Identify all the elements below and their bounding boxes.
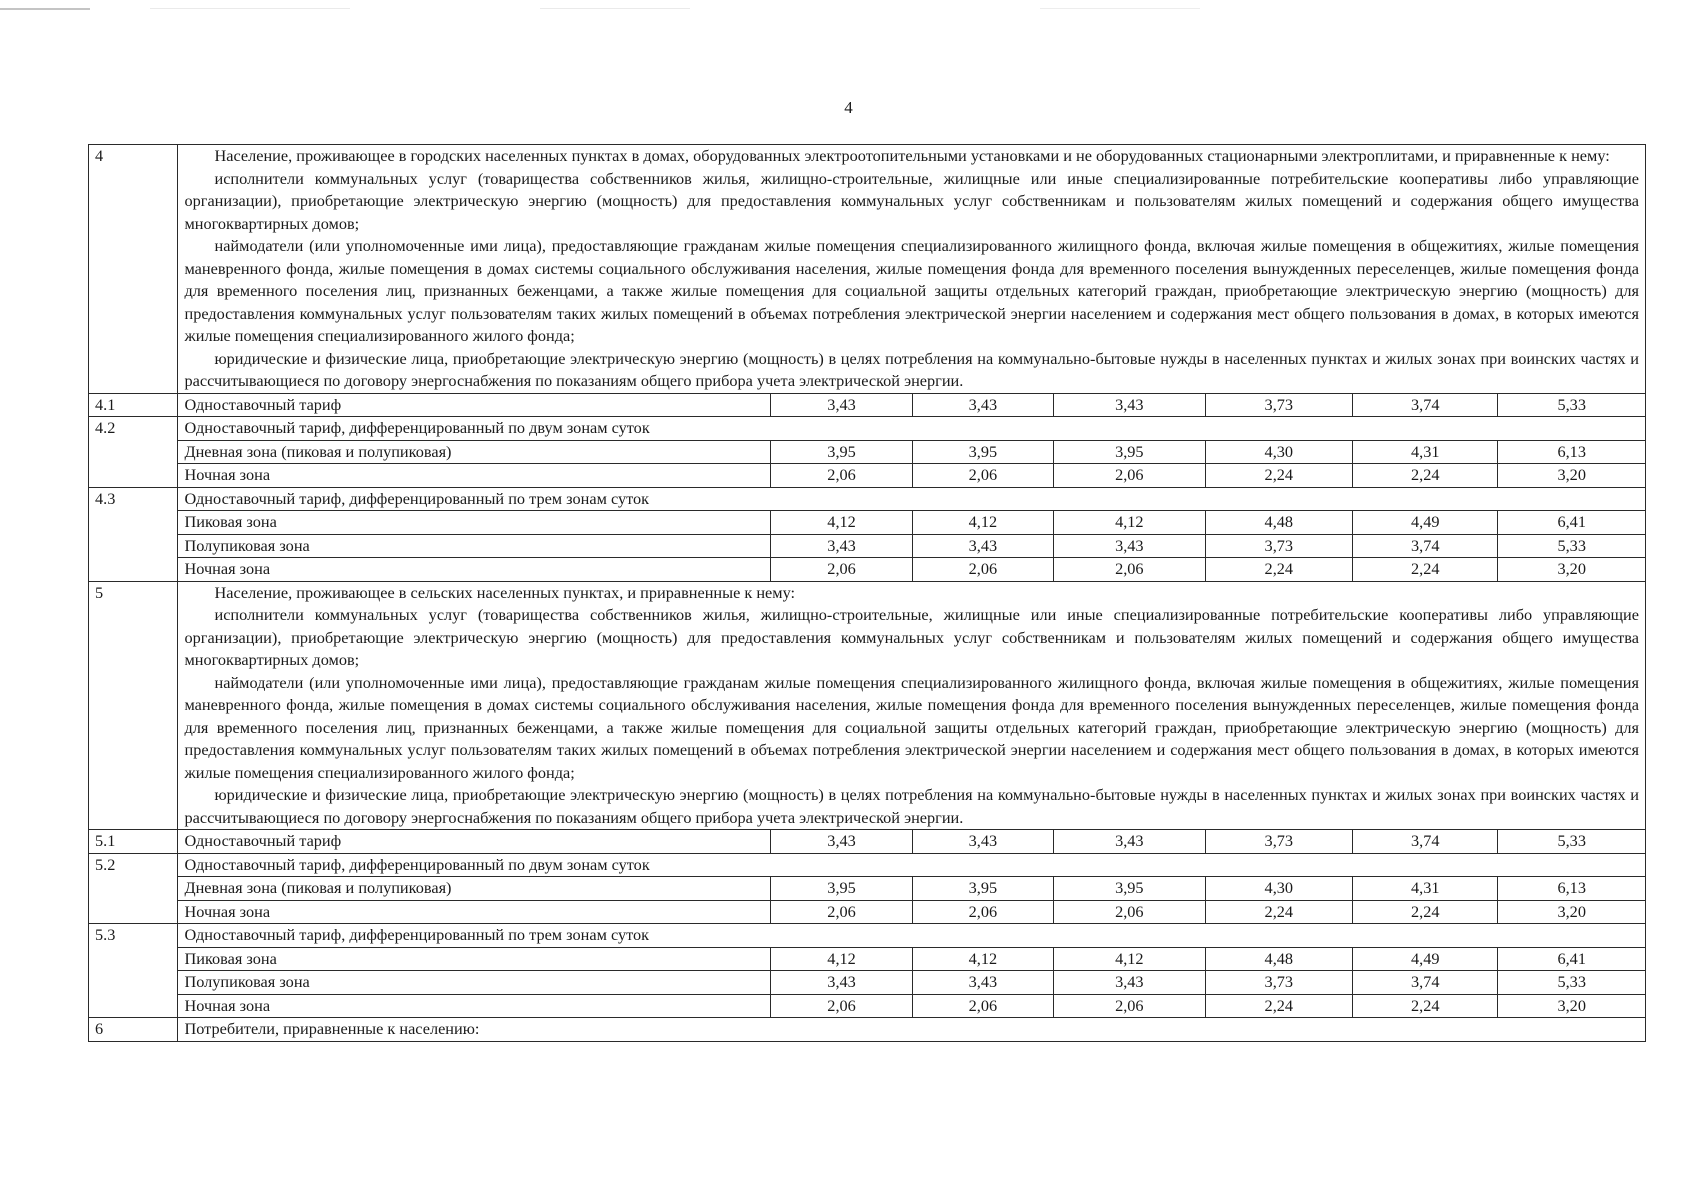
tariff-value: 4,12 [771, 947, 912, 971]
tariff-table [88, 144, 1646, 1042]
tariff-value: 3,74 [1353, 393, 1498, 417]
zone-label: Дневная зона (пиковая и полупиковая) [178, 440, 771, 464]
tariff-zone-row [89, 511, 1646, 535]
section-header-row [89, 145, 1646, 394]
tariff-value: 2,06 [912, 464, 1053, 488]
tariff-value: 2,24 [1353, 900, 1498, 924]
tariff-value: 2,24 [1205, 994, 1352, 1018]
tariff-value: 4,49 [1353, 511, 1498, 535]
zone-label: Пиковая зона [178, 947, 771, 971]
row-number: 4.3 [89, 487, 178, 581]
tariff-value: 4,30 [1205, 877, 1352, 901]
tariff-value: 2,06 [912, 900, 1053, 924]
section-header-row [89, 1018, 1646, 1042]
tariff-value: 4,31 [1353, 440, 1498, 464]
row-number: 4.1 [89, 393, 178, 417]
tariff-value: 4,48 [1205, 947, 1352, 971]
zone-label: Ночная зона [178, 900, 771, 924]
tariff-value: 2,24 [1205, 464, 1352, 488]
tariff-value: 3,43 [912, 830, 1053, 854]
scan-artifact-line [0, 8, 90, 10]
section-paragraph: исполнители коммунальных услуг (товарищества собственников жилья, жилищно-строительные, жилищные или иные специализированные потребительские кооперативы либо управляющие организации), приобретающие электрическую энергию (мощность) для предоставления коммунальных услуг собственникам и пользователям жилых помещений и содержания общего имущества многоквартирных домов; [184, 168, 1639, 233]
tariff-value: 3,20 [1498, 900, 1646, 924]
section-paragraph: юридические и физические лица, приобретающие электрическую энергию (мощность) в целях потребления на коммунально-бытовые нужды в населенных пунктах и жилых зонах при воинских частях и рассчитывающиеся по договору энергоснабжения по показаниям общего прибора учета электрической энергии. [184, 348, 1639, 390]
tariff-value: 3,95 [912, 440, 1053, 464]
section-description [178, 145, 1646, 394]
tariff-value: 4,48 [1205, 511, 1352, 535]
tariff-value: 3,43 [912, 971, 1053, 995]
scan-artifact-line [1040, 8, 1200, 9]
tariff-value: 3,95 [771, 440, 912, 464]
tariff-value: 4,12 [1054, 947, 1206, 971]
tariff-value: 2,06 [771, 558, 912, 582]
section-description: Потребители, приравненные к населению: [178, 1018, 1646, 1042]
page-number: 4 [844, 98, 853, 117]
tariff-value: 3,73 [1205, 393, 1352, 417]
section-header-row [89, 581, 1646, 830]
row-number: 5.2 [89, 853, 178, 924]
tariff-value: 3,43 [1054, 830, 1206, 854]
zone-label: Ночная зона [178, 464, 771, 488]
tariff-value: 2,24 [1353, 994, 1498, 1018]
section-lead-text: Население, проживающее в городских населенных пунктах в домах, оборудованных электроотопительными установками и не оборудованных стационарными электроплитами, и приравненные к нему: [214, 146, 1610, 165]
tariff-value: 3,43 [912, 393, 1053, 417]
row-number: 5.3 [89, 924, 178, 1018]
tariff-value: 3,95 [1054, 440, 1206, 464]
tariff-value: 2,06 [1054, 558, 1206, 582]
tariff-value: 3,73 [1205, 971, 1352, 995]
tariff-zone-row [89, 900, 1646, 924]
tariff-value: 2,06 [771, 900, 912, 924]
row-number: 4.2 [89, 417, 178, 488]
tariff-group-label: Одноставочный тариф, дифференцированный по двум зонам суток [178, 417, 1646, 441]
tariff-value: 6,13 [1498, 440, 1646, 464]
tariff-value: 6,41 [1498, 511, 1646, 535]
zone-label: Ночная зона [178, 994, 771, 1018]
tariff-value: 6,13 [1498, 877, 1646, 901]
tariff-value: 4,12 [771, 511, 912, 535]
tariff-value: 6,41 [1498, 947, 1646, 971]
tariff-value: 2,06 [912, 994, 1053, 1018]
tariff-value: 2,24 [1353, 558, 1498, 582]
tariff-group-header-row [89, 853, 1646, 877]
tariff-zone-row [89, 947, 1646, 971]
tariff-value: 4,30 [1205, 440, 1352, 464]
tariff-value: 3,73 [1205, 534, 1352, 558]
tariff-value: 4,12 [912, 947, 1053, 971]
tariff-zone-row [89, 440, 1646, 464]
tariff-group-label: Одноставочный тариф, дифференцированный по трем зонам суток [178, 924, 1646, 948]
tariff-label: Одноставочный тариф [178, 393, 771, 417]
tariff-value: 2,24 [1353, 464, 1498, 488]
tariff-zone-row [89, 971, 1646, 995]
tariff-value: 2,06 [1054, 900, 1206, 924]
tariff-zone-row [89, 877, 1646, 901]
tariff-value: 5,33 [1498, 830, 1646, 854]
tariff-row [89, 830, 1646, 854]
tariff-group-header-row [89, 417, 1646, 441]
tariff-value: 3,43 [912, 534, 1053, 558]
row-number: 5.1 [89, 830, 178, 854]
tariff-value: 2,06 [1054, 994, 1206, 1018]
tariff-value: 3,73 [1205, 830, 1352, 854]
tariff-value: 5,33 [1498, 393, 1646, 417]
tariff-value: 3,43 [771, 830, 912, 854]
tariff-group-header-row [89, 487, 1646, 511]
tariff-group-header-row [89, 924, 1646, 948]
section-description [178, 581, 1646, 830]
scan-artifact-line [540, 8, 690, 9]
tariff-value: 3,95 [912, 877, 1053, 901]
tariff-value: 3,43 [771, 393, 912, 417]
tariff-label: Одноставочный тариф [178, 830, 771, 854]
tariff-value: 5,33 [1498, 534, 1646, 558]
tariff-group-label: Одноставочный тариф, дифференцированный по трем зонам суток [178, 487, 1646, 511]
tariff-value: 5,33 [1498, 971, 1646, 995]
tariff-value: 2,24 [1205, 900, 1352, 924]
tariff-row [89, 393, 1646, 417]
tariff-value: 2,06 [771, 994, 912, 1018]
tariff-value: 3,95 [771, 877, 912, 901]
tariff-value: 3,74 [1353, 534, 1498, 558]
scan-artifact-line [150, 8, 350, 9]
section-paragraph: юридические и физические лица, приобретающие электрическую энергию (мощность) в целях потребления на коммунально-бытовые нужды в населенных пунктах и жилых зонах при воинских частях и рассчитывающиеся по договору энергоснабжения по показаниям общего прибора учета электрической энергии. [184, 785, 1639, 827]
zone-label: Дневная зона (пиковая и полупиковая) [178, 877, 771, 901]
zone-label: Пиковая зона [178, 511, 771, 535]
tariff-zone-row [89, 558, 1646, 582]
tariff-value: 3,20 [1498, 994, 1646, 1018]
tariff-value: 4,12 [912, 511, 1053, 535]
tariff-value: 3,20 [1498, 464, 1646, 488]
tariff-value: 3,95 [1054, 877, 1206, 901]
tariff-value: 4,12 [1054, 511, 1206, 535]
tariff-value: 4,49 [1353, 947, 1498, 971]
tariff-value: 2,06 [912, 558, 1053, 582]
tariff-value: 3,74 [1353, 830, 1498, 854]
section-number: 5 [89, 581, 178, 830]
tariff-group-label: Одноставочный тариф, дифференцированный по двум зонам суток [178, 853, 1646, 877]
tariff-value: 2,06 [1054, 464, 1206, 488]
tariff-value: 3,43 [1054, 393, 1206, 417]
tariff-value: 3,43 [1054, 534, 1206, 558]
tariff-zone-row [89, 534, 1646, 558]
zone-label: Полупиковая зона [178, 971, 771, 995]
section-paragraph: наймодатели (или уполномоченные ими лица), предоставляющие гражданам жилые помещения специализированного жилищного фонда, включая жилые помещения в общежитиях, жилые помещения маневренного фонда, жилые помещения в домах системы социального обслуживания населения, жилые помещения фонда для временного поселения вынужденных переселенцев, жилые помещения фонда для временного поселения лиц, признанных беженцами, а также жилые помещения для социальной защиты отдельных категорий граждан, приобретающие электрическую энергию (мощность) для предоставления коммунальных услуг пользователям таких жилых помещений в объемах потребления электрической энергии населением и содержания мест общего пользования в домах, в которых имеются жилые помещения специализированного жилого фонда; [184, 236, 1639, 345]
tariff-value: 2,24 [1205, 558, 1352, 582]
tariff-value: 3,20 [1498, 558, 1646, 582]
tariff-value: 3,43 [771, 534, 912, 558]
tariff-zone-row [89, 464, 1646, 488]
tariff-value: 4,31 [1353, 877, 1498, 901]
tariff-zone-row [89, 994, 1646, 1018]
section-number: 6 [89, 1018, 178, 1042]
section-paragraph: наймодатели (или уполномоченные ими лица), предоставляющие гражданам жилые помещения специализированного жилищного фонда, включая жилые помещения в общежитиях, жилые помещения маневренного фонда, жилые помещения в домах системы социального обслуживания населения, жилые помещения фонда для временного поселения вынужденных переселенцев, жилые помещения фонда для временного поселения лиц, признанных беженцами, а также жилые помещения для социальной защиты отдельных категорий граждан, приобретающие электрическую энергию (мощность) для предоставления коммунальных услуг пользователям таких жилых помещений в объемах потребления электрической энергии населением и содержания мест общего пользования в домах, в которых имеются жилые помещения специализированного жилого фонда; [184, 672, 1639, 782]
zone-label: Полупиковая зона [178, 534, 771, 558]
section-lead-text: Население, проживающее в сельских населенных пунктах, и приравненные к нему: [214, 582, 796, 602]
zone-label: Ночная зона [178, 558, 771, 582]
section-paragraph: исполнители коммунальных услуг (товарищества собственников жилья, жилищно-строительные, жилищные или иные специализированные потребительские кооперативы либо управляющие организации), приобретающие электрическую энергию (мощность) для предоставления коммунальных услуг собственникам и пользователям жилых помещений и содержания общего имущества многоквартирных домов; [184, 605, 1639, 669]
tariff-value: 3,43 [1054, 971, 1206, 995]
tariff-value: 2,06 [771, 464, 912, 488]
section-number: 4 [89, 145, 178, 394]
tariff-value: 3,74 [1353, 971, 1498, 995]
tariff-value: 3,43 [771, 971, 912, 995]
